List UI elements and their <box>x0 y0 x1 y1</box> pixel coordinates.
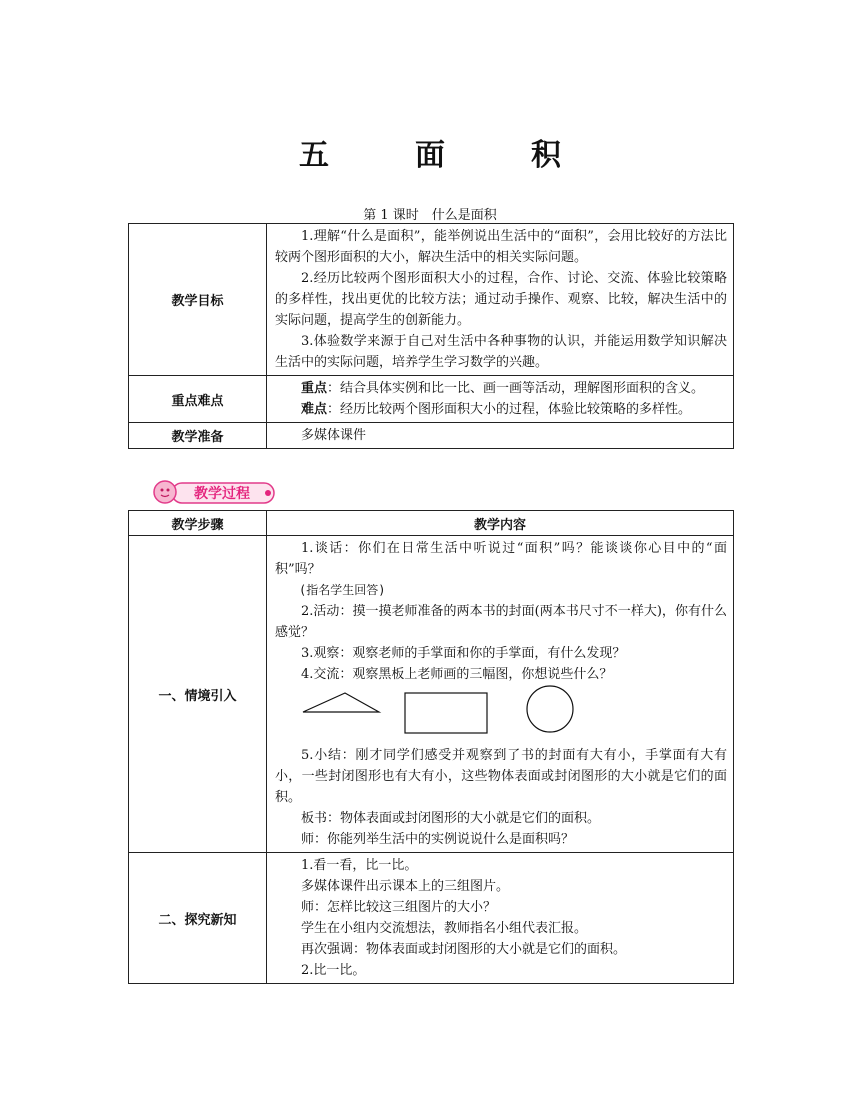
s2-line-5: 再次强调：物体表面或封闭图形的大小就是它们的面积。 <box>301 942 627 957</box>
section-1-content <box>267 536 734 853</box>
triangle-shape <box>303 693 379 712</box>
prep-row <box>129 423 734 449</box>
s1-line-1: 1.谈话：你们在日常生活中听说过“面积”吗？能谈谈你心目中的“面积”吗？ <box>275 541 727 577</box>
mascot-icon <box>154 481 176 503</box>
circle-shape <box>527 686 573 732</box>
section-2-row <box>129 853 734 984</box>
goals-row <box>129 224 734 376</box>
goals-content <box>267 224 734 376</box>
s1-line-2: (指名学生回答) <box>299 583 386 597</box>
shapes-figure <box>275 685 727 745</box>
key-label: 重点 <box>301 381 328 396</box>
s1-line-8: 师：你能列举生活中的实例说说什么是面积吗？ <box>301 832 575 847</box>
section-1-row <box>129 536 734 853</box>
section-2-label: 二、探究新知 <box>129 853 267 984</box>
page-title: 五 面 积 <box>299 138 589 173</box>
prep-label: 教学准备 <box>129 423 267 449</box>
keypoints-content <box>267 376 734 423</box>
s2-line-6: 2.比一比。 <box>301 963 366 978</box>
section-2-content <box>267 853 734 984</box>
header-row <box>129 511 734 536</box>
section-1-label: 一、情境引入 <box>129 536 267 853</box>
s2-line-1: 1.看一看，比一比。 <box>301 858 418 873</box>
col-step-header: 教学步骤 <box>129 511 267 536</box>
teaching-process-banner <box>152 477 278 507</box>
lesson-title: 第 1 课时 什么是面积 <box>363 208 497 223</box>
banner-text: 教学过程 <box>194 486 250 502</box>
s1-line-4: 3.观察：观察老师的手掌面和你的手掌面，有什么发现？ <box>301 646 626 661</box>
col-content-header: 教学内容 <box>267 511 734 536</box>
goal-1: 1.理解“什么是面积”，能举例说出生活中的“面积”，会用比较好的方法比较两个图形面积的大小，解决生活中的相关实际问题。 <box>275 229 727 265</box>
keypoints-row <box>129 376 734 423</box>
dot-icon <box>265 490 271 496</box>
goal-2: 2.经历比较两个图形面积大小的过程，合作、讨论、交流、体验比较策略的多样性，找出更优的比较方法；通过动手操作、观察、比较，解决生活中的实际问题，提高学生的创新能力。 <box>275 271 727 328</box>
s2-line-3: 师：怎样比较这三组图片的大小？ <box>301 900 497 915</box>
difficulty-label: 难点 <box>301 402 328 417</box>
prep-text: 多媒体课件 <box>301 428 367 443</box>
s1-line-6: 5.小结：刚才同学们感受并观察到了书的封面有大有小，手掌面有大有小，一些封闭图形也有大有小，这些物体表面或封闭图形的大小就是它们的面积。 <box>275 748 727 805</box>
teaching-process-table <box>128 510 734 984</box>
keypoints-label: 重点难点 <box>129 376 267 423</box>
s2-line-2: 多媒体课件出示课本上的三组图片。 <box>301 879 510 894</box>
key-text: ：结合具体实例和比一比、画一画等活动，理解图形面积的含义。 <box>327 381 705 396</box>
s1-line-5: 4.交流：观察黑板上老师画的三幅图，你想说些什么？ <box>301 667 613 682</box>
goal-3: 3.体验数学来源于自己对生活中各种事物的认识，并能运用数学知识解决生活中的实际问题，培养学生学习数学的兴趣。 <box>275 334 727 370</box>
s1-line-3: 2.活动：摸一摸老师准备的两本书的封面(两本书尺寸不一样大)，你有什么感觉？ <box>275 604 727 640</box>
rectangle-shape <box>405 693 487 733</box>
lesson-plan-table <box>128 223 734 449</box>
s1-line-7: 板书：物体表面或封闭图形的大小就是它们的面积。 <box>301 811 601 826</box>
s2-line-4: 学生在小组内交流想法，教师指名小组代表汇报。 <box>301 921 588 936</box>
goals-label: 教学目标 <box>129 224 267 376</box>
key-point <box>275 378 727 399</box>
difficulty-point <box>275 399 727 420</box>
difficulty-text: ：经历比较两个图形面积大小的过程，体验比较策略的多样性。 <box>327 402 692 417</box>
